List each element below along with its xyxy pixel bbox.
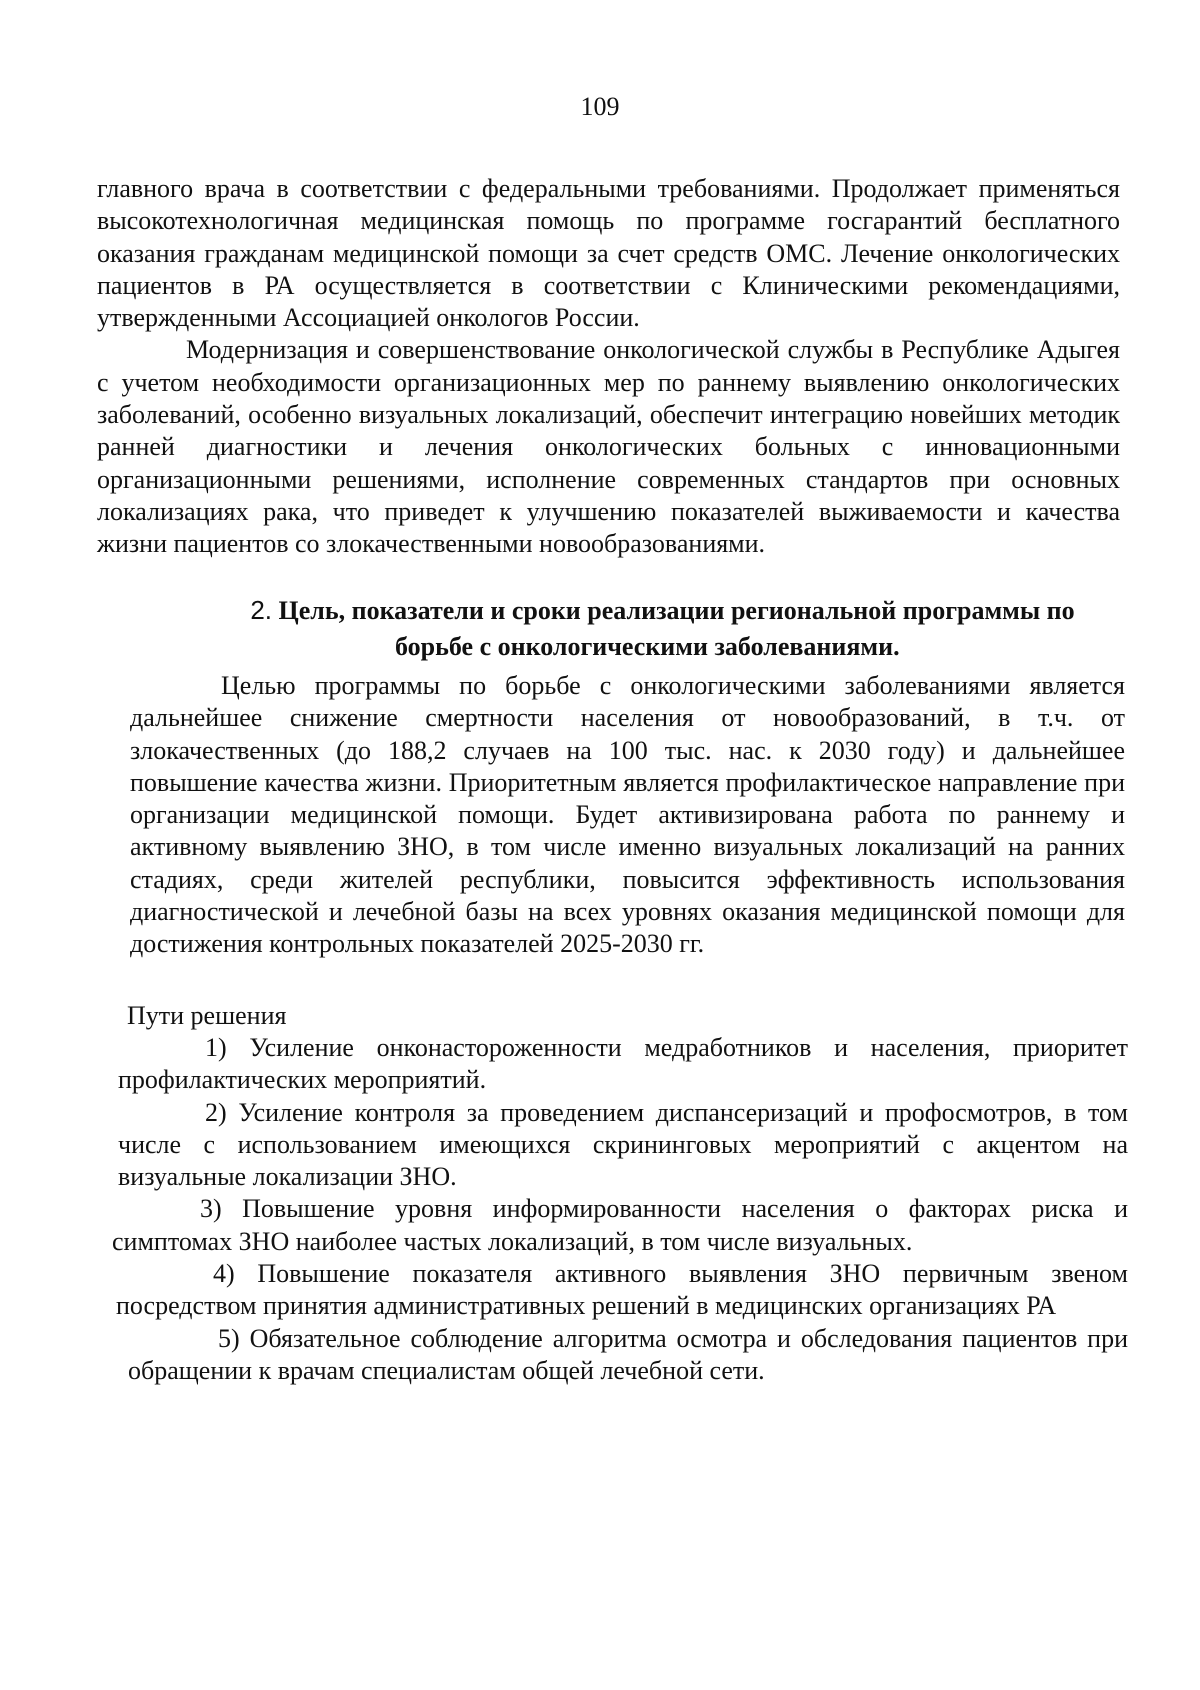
page-number: 109	[580, 92, 620, 121]
section-heading	[195, 594, 1130, 663]
solution-item-1: 1) Усиление онконастороженности медработников и населения, приоритет профилактических мероприятий.	[118, 1033, 1128, 1095]
solutions-list	[112, 1032, 1128, 1387]
intro-text	[97, 173, 1120, 561]
goal-paragraph: Целью программы по борьбе с онкологическими заболеваниями является дальнейшее снижение смертности населения от новообразований, в т.ч. от злокачественных (до 188,2 случаев на 100 тыс. нас. к 2030 году) и дальнейшее повышение качества жизни. Приоритетным является профилактическое направление при организации медицинской помощи. Будет активизирована работа по раннему и активному выявлению ЗНО, в том числе именно визуальных локализаций на ранних стадиях, среди жителей республики, повысится эффективность использования диагностической и лечебной базы на всех уровнях оказания медицинской помощи для достижения контрольных показателей 2025-2030 гг.	[130, 671, 1125, 959]
section-title-line-2: борьбе с онкологическими заболеваниями.	[395, 632, 900, 661]
intro-paragraph-2: Модернизация и совершенствование онкологической службы в Республике Адыгея с учетом необходимости организационных мер по раннему выявлению онкологических заболеваний, особенно визуальных локализаций, обеспечит интеграцию новейших методик ранней диагностики и лечения онкологических больных с инновационными организационными решениями, исполнение современных стандартов при основных локализациях рака, что приведет к улучшению показателей выживаемости и качества жизни пациентов со злокачественными новообразованиями.	[97, 335, 1120, 559]
solution-item-3: 3) Повышение уровня информированности населения о факторах риска и симптомах ЗНО наиболее частых локализаций, в том числе визуальных.	[112, 1194, 1128, 1256]
intro-paragraph-1: главного врача в соответствии с федеральными требованиями. Продолжает применяться высокотехнологичная медицинская помощь по программе госгарантий бесплатного оказания гражданам медицинской помощи за счет средств ОМС. Лечение онкологических пациентов в РА осуществляется в соответствии с Клиническими рекомендациями, утвержденными Ассоциацией онкологов России.	[97, 174, 1120, 333]
section-title-line-1: Цель, показатели и сроки реализации региональной программы по	[278, 596, 1075, 625]
solution-item-4: 4) Повышение показателя активного выявления ЗНО первичным звеном посредством принятия административных решений в медицинских организациях РА	[116, 1259, 1128, 1321]
goal-text	[130, 670, 1125, 961]
solution-item-2: 2) Усиление контроля за проведением диспансеризаций и профосмотров, в том числе с использованием имеющихся скрининговых мероприятий с акцентом на визуальные локализации ЗНО.	[118, 1097, 1128, 1192]
solution-item-5: 5) Обязательное соблюдение алгоритма осмотра и обследования пациентов при обращении к врачам специалистам общей лечебной сети.	[128, 1323, 1128, 1385]
solutions-title: Пути решения	[127, 1001, 287, 1030]
section-number: 2.	[250, 595, 273, 625]
